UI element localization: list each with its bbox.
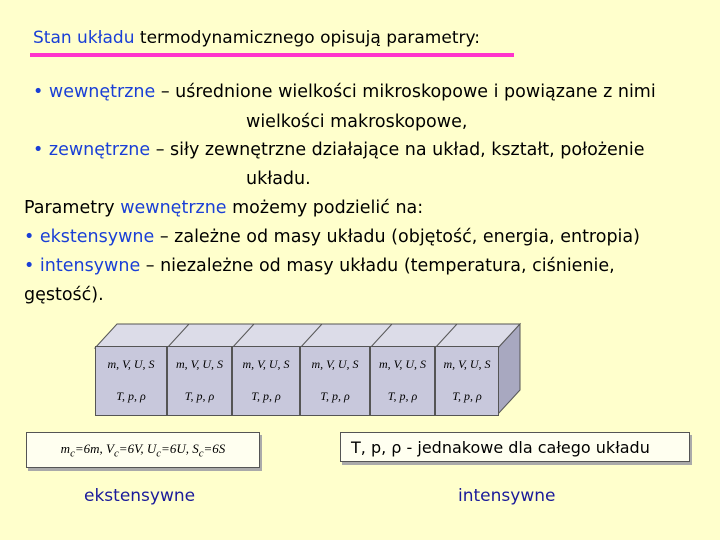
formula-box: [26, 432, 260, 468]
cell-intensive-label: T, p, ρ: [452, 389, 482, 403]
division-extensive-text: – zależne od masy układu (objętość, energia, entropia): [154, 227, 640, 247]
formula-text: $m_c=6m$, $V_c=6V$, $U_c=6U$, $S_c=6S$: [60, 440, 226, 460]
cell-intensive-label: T, p, ρ: [184, 389, 215, 403]
label-intensive: intensywne: [458, 486, 556, 506]
cell-2: [167, 346, 232, 416]
bullet-marker: •: [33, 140, 44, 160]
cell-intensive-label: T, p, ρ: [116, 389, 146, 403]
bullet-internal-key: wewnętrzne: [43, 82, 156, 102]
cell-extensive-label: m, V, U, S: [175, 357, 224, 371]
title-rest: termodynamicznego opisują parametry:: [134, 28, 481, 48]
cell-extensive-label: m, V, U, S: [311, 357, 359, 371]
bullet-marker: •: [24, 256, 35, 276]
bullet-external-text: – siły zewnętrzne działające na układ, kształt, położenie: [150, 140, 645, 160]
division-intensive-cont: gęstość).: [24, 285, 104, 305]
cell-5: [370, 346, 435, 416]
params-intro-c: możemy podzielić na:: [226, 198, 424, 218]
cell-intensive-label: T, p, ρ: [320, 389, 350, 403]
params-intro-a: Parametry: [24, 198, 121, 218]
division-extensive-key: ekstensywne: [34, 227, 155, 247]
cell-4: [300, 346, 370, 416]
cell-extensive-label: m, V, U, S: [443, 357, 491, 371]
cell-extensive-label: m, V, U, S: [242, 357, 290, 371]
cell-6: [435, 346, 499, 416]
bullet-internal-text: – uśrednione wielkości mikroskopowe i powiązane z nimi: [155, 82, 656, 102]
cell-3: [232, 346, 300, 416]
title-highlight: Stan układu: [33, 28, 135, 48]
box-top-face: [95, 324, 520, 348]
intensive-note-box: [340, 432, 690, 462]
cell-intensive-label: T, p, ρ: [387, 389, 418, 403]
division-intensive-key: intensywne: [34, 256, 141, 276]
intensive-note-text: T, p, ρ - jednakowe dla całego układu: [351, 437, 650, 457]
bullet-external-key: zewnętrzne: [43, 140, 151, 160]
bullet-marker: •: [33, 82, 44, 102]
cell-intensive-label: T, p, ρ: [251, 389, 281, 403]
label-extensive: ekstensywne: [84, 486, 196, 506]
division-intensive-text: – niezależne od masy układu (temperatura, ciśnienie,: [140, 256, 615, 276]
bullet-external-cont: układu.: [246, 169, 311, 189]
params-intro-key: wewnętrzne: [120, 198, 227, 218]
cell-extensive-label: m, V, U, S: [107, 357, 155, 371]
bullet-internal-cont: wielkości makroskopowe,: [246, 112, 468, 132]
cell-1: [95, 346, 167, 416]
bullet-marker: •: [24, 227, 35, 247]
cell-extensive-label: m, V, U, S: [378, 357, 427, 371]
